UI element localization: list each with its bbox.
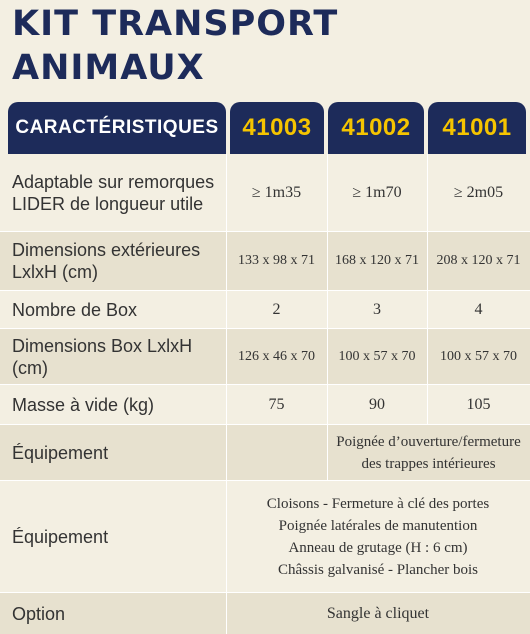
row-value: 2 bbox=[272, 300, 281, 318]
column-divider bbox=[427, 154, 428, 424]
ref-41002-header: 41002 bbox=[328, 102, 424, 154]
row-value: ≥ 1m70 bbox=[352, 183, 402, 201]
equipment-line: Cloisons - Fermeture à clé des portes bbox=[266, 495, 490, 512]
row-value: 75 bbox=[268, 395, 285, 413]
title-line-2: ANIMAUX bbox=[12, 48, 205, 88]
column-divider bbox=[327, 154, 328, 480]
row-label: Dimensions Box LxlxH (cm) bbox=[12, 335, 193, 378]
table-row bbox=[0, 232, 530, 290]
table-header bbox=[0, 102, 530, 154]
page-title bbox=[12, 2, 338, 90]
table-row bbox=[0, 425, 530, 480]
row-label: Équipement bbox=[12, 526, 109, 547]
ref-41001-header: 41001 bbox=[428, 102, 526, 154]
table-row bbox=[0, 154, 530, 231]
row-value: 3 bbox=[373, 300, 381, 318]
row-value: ≥ 1m35 bbox=[251, 183, 302, 201]
row-value: 100 x 57 x 70 bbox=[440, 348, 517, 364]
title-line-1: KIT TRANSPORT bbox=[12, 4, 339, 44]
table-row bbox=[0, 329, 530, 384]
row-value: 100 x 57 x 70 bbox=[338, 348, 416, 364]
equipment-line: Poignée latérales de manutention bbox=[278, 517, 478, 534]
row-label: Adaptable sur remorques LIDER de longueur utile bbox=[12, 171, 215, 214]
row-span-value: Poignée d’ouverture/fermeture des trappes intérieures bbox=[336, 433, 521, 472]
row-label: Nombre de Box bbox=[12, 299, 138, 320]
row-value: 126 x 46 x 70 bbox=[238, 348, 315, 364]
column-divider bbox=[226, 154, 227, 634]
row-label: Dimensions extérieures LxlxH (cm) bbox=[12, 240, 201, 282]
row-value: 90 bbox=[369, 395, 385, 413]
table-row bbox=[0, 481, 530, 592]
characteristics-header: CARACTÉRISTIQUES bbox=[8, 102, 226, 154]
table-row bbox=[0, 291, 530, 328]
row-value: 168 x 120 x 71 bbox=[335, 253, 419, 268]
equipment-line: Anneau de grutage (H : 6 cm) bbox=[288, 539, 468, 556]
row-value: ≥ 2m05 bbox=[453, 183, 504, 201]
row-value: 105 bbox=[466, 395, 491, 413]
table-row bbox=[0, 593, 530, 634]
row-label: Masse à vide (kg) bbox=[12, 394, 155, 415]
table-row bbox=[0, 385, 530, 424]
row-value: 4 bbox=[474, 300, 483, 318]
ref-41003-header: 41003 bbox=[230, 102, 324, 154]
equipment-line: Châssis galvanisé - Plancher bois bbox=[278, 561, 478, 578]
row-span-value: Sangle à cliquet bbox=[326, 604, 430, 622]
row-span-value bbox=[226, 481, 530, 592]
row-label: Option bbox=[12, 603, 66, 624]
row-label: Équipement bbox=[12, 442, 109, 463]
row-value: 208 x 120 x 71 bbox=[436, 253, 521, 268]
row-value: 133 x 98 x 71 bbox=[238, 253, 315, 268]
